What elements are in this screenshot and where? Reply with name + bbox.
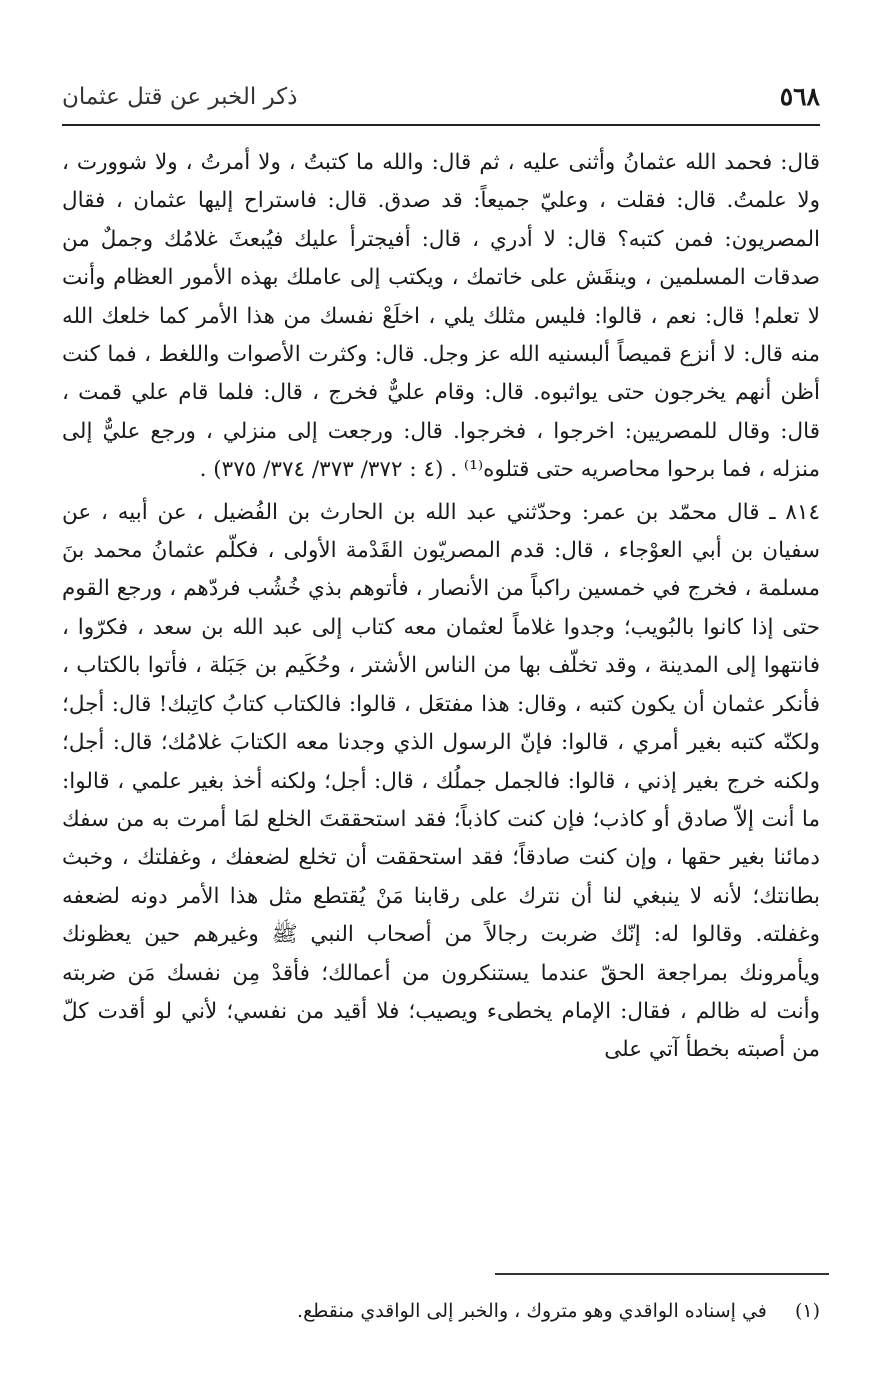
paragraph-1: قال: فحمد الله عثمانُ وأثنى عليه ، ثم قال: والله ما كتبتُ ، ولا أمرتُ ، ولا شوورت ، ولا علمتُ. قال: فقلت ، وعليّ جميعاً: قد صدق. قال: فاستراح إليها عثمان ، فقال المصريون: فمن كتبه؟ قال: لا أدري ، قال: أفيجترأ عليك فيُبعثَ غلامُك وجملٌ من صدقات المسلمين ، وينقَش على خاتمك ، ويكتب إلى عاملك بهذه الأمور العظام وأنت لا تعلم! قال: نعم ، قالوا: فليس مثلك يلي ، اخلَعْ نفسك من هذا الأمر كما خلعك الله منه قال: لا أنزع قميصاً ألبسنيه الله عز وجل. قال: وكثرت الأصوات واللغط ، فما كنت أظن أنهم يخرجون حتى يواثبوه. قال: وقام عليٌّ فخرج ، قال: فلما قام علي قمت ، قال: وقال للمصريين: اخرجوا ، فخرجوا. قال: ورجعت إلى منزلي ، ورجع عليٌّ إلى منزله ، فما برحوا محاصريه حتى قتلوه⁽¹⁾ . (٤ : ٣٧٢/ ٣٧٣/ ٣٧٤/ ٣٧٥) . bbox=[62, 150, 820, 483]
page-number: ٥٦٨ bbox=[779, 82, 820, 111]
running-title: ذكر الخبر عن قتل عثمان bbox=[62, 84, 298, 110]
footnotes bbox=[62, 1296, 820, 1326]
footnote-1 bbox=[62, 1296, 820, 1326]
page-header bbox=[62, 78, 820, 118]
footnote-mark: (١) bbox=[794, 1300, 820, 1322]
paragraph-2: ٨١٤ ـ قال محمّد بن عمر: وحدّثني عبد الله بن الحارث بن الفُضيل ، عن أبيه ، عن سفيان بن أبي العوْجاء ، قال: قدم المصريّون القَدْمة الأولى ، فكلّم عثمانُ محمد بنَ مسلمة ، فخرج في خمسين راكباً من الأنصار ، فأتوهم بذي خُشُب فردّهم ، ورجع القوم حتى إذا كانوا بالبُويب؛ وجدوا غلاماً لعثمان معه كتاب إلى عبد الله بن سعد ، فكرّوا ، فانتهوا إلى المدينة ، وقد تخلّف بها من الناس الأشتر ، وحُكَيم بن جَبَلة ، فأتوا بالكتاب ، فأنكر عثمان أن يكون كتبه ، وقال: هذا مفتعَل ، قالوا: فالكتاب كتابُ كاتِبك! قال: أجل؛ ولكنّه كتبه بغير أمري ، قالوا: فإنّ الرسول الذي وجدنا معه الكتابَ غلامُك؛ قال: أجل؛ ولكنه خرج بغير إذني ، قالوا: فالجمل جملُك ، قال: أجل؛ ولكنه أخذ بغير علمي ، قالوا: ما أنت إلاّ صادق أو كاذب؛ فإن كنت كاذباً؛ فقد استحققتَ الخلع لمَا أمرت به من سفك دمائنا بغير حقها ، وإن كنت صادقاً؛ فقد استحققت أن تخلع لضعفك ، وغفلتك ، وخبث بطانتك؛ لأنه لا ينبغي لنا أن نترك على رقابنا مَنْ يُقتطع مثل هذا الأمر دونه لضعفه وغفلته. وقالوا له: إنّك ضربت رجالاً من أصحاب النبي ﷺ وغيرهم حين يعظونك ويأمرونك بمراجعة الحقّ عندما يستنكرون من أعمالك؛ فأقدْ مِن نفسك مَن ضربته وأنت له ظالم ، فقال: الإمام يخطىء ويصيب؛ فلا أقيد من نفسي؛ لأني لو أقدت كلّ من أصبته بخطأ آتي على bbox=[62, 499, 820, 1063]
footnote-divider bbox=[495, 1273, 829, 1275]
header-divider bbox=[62, 124, 820, 126]
footnote-text: في إسناده الواقدي وهو متروك ، والخبر إلى الواقدي منقطع. bbox=[297, 1300, 767, 1322]
main-text bbox=[62, 144, 820, 1070]
